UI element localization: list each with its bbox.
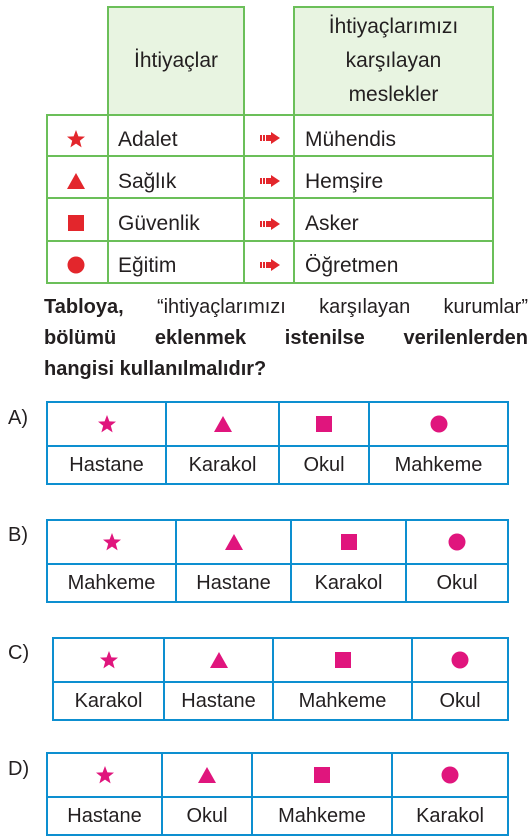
square-icon bbox=[68, 215, 84, 231]
option-a-cell-3: Okul bbox=[303, 453, 345, 476]
need-egitim: Eğitim bbox=[118, 254, 177, 277]
circle-icon bbox=[451, 651, 469, 669]
star-icon bbox=[102, 532, 122, 552]
option-b-cell-2: Hastane bbox=[196, 571, 271, 594]
triangle-icon bbox=[197, 766, 217, 784]
arrow-right-icon bbox=[260, 175, 280, 187]
option-d-cell-1: Hastane bbox=[67, 804, 142, 827]
option-b-table[interactable] bbox=[46, 519, 509, 603]
option-c-cell-4: Okul bbox=[439, 689, 481, 712]
question-bold-start: Tabloya, bbox=[44, 296, 124, 318]
option-d-cell-3: Mahkeme bbox=[278, 804, 366, 827]
star-icon bbox=[66, 129, 86, 149]
triangle-icon bbox=[213, 415, 233, 433]
header-jobs bbox=[293, 6, 494, 116]
arrow-right-icon bbox=[260, 218, 280, 230]
square-icon bbox=[341, 534, 357, 550]
header-needs-label: İhtiyaçlar bbox=[133, 49, 219, 72]
option-d-cell-2: Okul bbox=[186, 804, 228, 827]
question-line-2: bölümü eklenmek istenilse verilenlerden bbox=[44, 327, 528, 349]
header-jobs-line-2: karşılayan bbox=[345, 49, 442, 72]
header-jobs-line-1: İhtiyaçlarımızı bbox=[328, 15, 459, 38]
option-d-label: D) bbox=[8, 758, 30, 780]
option-b-cell-4: Okul bbox=[436, 571, 478, 594]
triangle-icon bbox=[66, 172, 86, 190]
option-d-table[interactable] bbox=[46, 752, 509, 836]
need-saglik: Sağlık bbox=[118, 170, 177, 193]
question-quote: “ihtiyaçlarımızı karşılayan kurumlar” bbox=[156, 296, 528, 318]
option-a-cell-1: Hastane bbox=[69, 453, 144, 476]
job-asker: Asker bbox=[305, 212, 359, 235]
star-icon bbox=[97, 414, 117, 434]
option-b-cell-3: Karakol bbox=[314, 571, 383, 594]
option-a-label: A) bbox=[8, 407, 28, 429]
option-a-table[interactable] bbox=[46, 401, 509, 485]
square-icon bbox=[335, 652, 351, 668]
question-text bbox=[44, 292, 528, 385]
job-hemsire: Hemşire bbox=[305, 170, 384, 193]
header-needs bbox=[107, 6, 245, 116]
circle-icon bbox=[67, 256, 85, 274]
square-icon bbox=[314, 767, 330, 783]
arrow-right-icon bbox=[260, 259, 280, 271]
triangle-icon bbox=[209, 651, 229, 669]
circle-icon bbox=[441, 766, 459, 784]
option-b-cell-1: Mahkeme bbox=[67, 571, 156, 594]
need-adalet: Adalet bbox=[118, 128, 178, 151]
circle-icon bbox=[430, 415, 448, 433]
header-jobs-line-3: meslekler bbox=[348, 83, 439, 106]
option-d-cell-4: Karakol bbox=[416, 804, 484, 827]
star-icon bbox=[99, 650, 119, 670]
question-line-1 bbox=[44, 292, 528, 323]
option-c-table[interactable] bbox=[52, 637, 509, 721]
circle-icon bbox=[448, 533, 466, 551]
job-muhendis: Mühendis bbox=[305, 128, 397, 151]
option-c-cell-3: Mahkeme bbox=[298, 689, 387, 712]
option-c-label: C) bbox=[8, 642, 30, 664]
option-a-cell-4: Mahkeme bbox=[394, 453, 483, 476]
option-b-label: B) bbox=[8, 524, 28, 546]
triangle-icon bbox=[224, 533, 244, 551]
job-ogretmen: Öğretmen bbox=[305, 254, 399, 277]
need-guvenlik: Güvenlik bbox=[118, 212, 200, 235]
question-line-3: hangisi kullanılmalıdır? bbox=[44, 358, 267, 380]
option-a-cell-2: Karakol bbox=[188, 453, 257, 476]
arrow-right-icon bbox=[260, 132, 280, 144]
option-c-cell-2: Hastane bbox=[181, 689, 256, 712]
star-icon bbox=[95, 765, 115, 785]
option-c-cell-1: Karakol bbox=[74, 689, 143, 712]
square-icon bbox=[316, 416, 332, 432]
